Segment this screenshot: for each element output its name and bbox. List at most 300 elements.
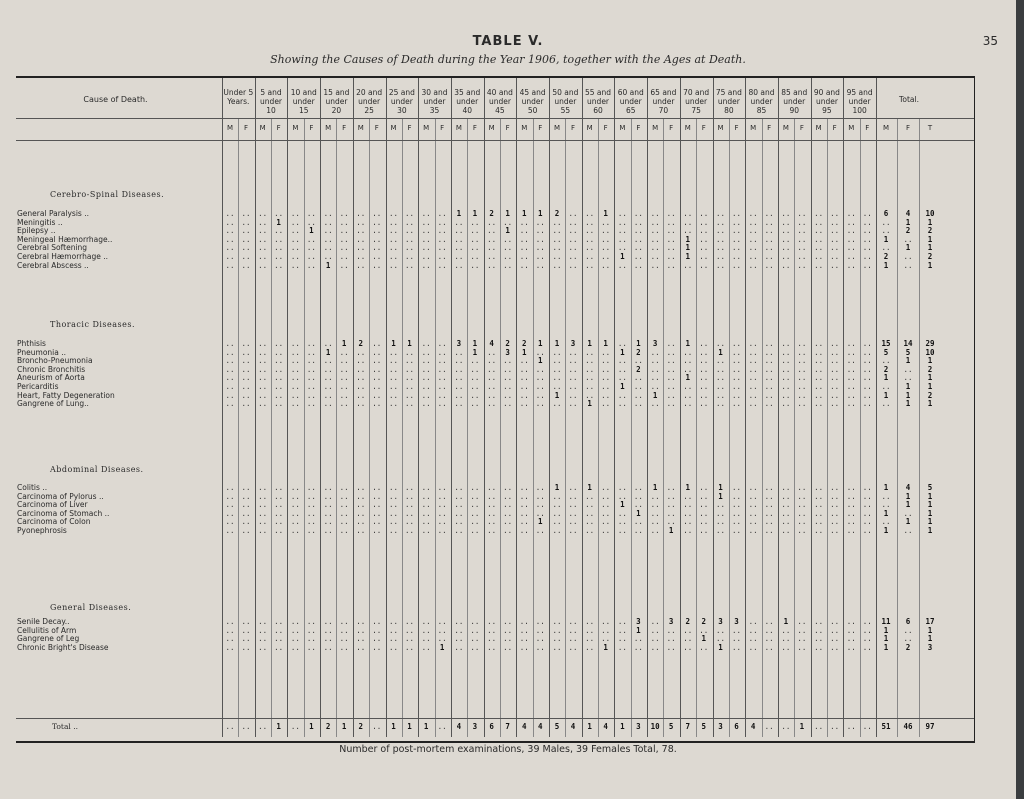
sex-subheader: M	[488, 124, 495, 132]
empty-cell: ..	[487, 483, 497, 492]
sex-subheader: M	[882, 124, 890, 132]
empty-cell: ..	[781, 500, 791, 510]
sex-subheader: M	[782, 124, 789, 132]
cause-name: Phthisis	[17, 339, 46, 348]
empty-cell: ..	[306, 625, 316, 635]
empty-cell: ..	[715, 517, 726, 527]
empty-cell: ..	[339, 252, 349, 261]
sex-subheader: M	[652, 124, 659, 132]
empty-cell: ..	[290, 399, 300, 409]
count-cell: 3	[636, 617, 641, 626]
empty-cell: ..	[568, 617, 578, 626]
empty-cell: ..	[258, 491, 268, 501]
empty-cell: ..	[862, 625, 872, 635]
empty-cell: ..	[764, 722, 774, 731]
empty-cell: ..	[274, 226, 284, 236]
empty-cell: ..	[437, 260, 447, 270]
empty-cell: ..	[519, 356, 529, 366]
empty-cell: ..	[437, 226, 447, 236]
count-cell: 1	[927, 399, 933, 409]
empty-cell: ..	[830, 260, 840, 270]
empty-cell: ..	[323, 356, 333, 366]
empty-cell: ..	[903, 625, 913, 635]
empty-cell: ..	[356, 209, 366, 218]
cause-name: Epilepsy ..	[17, 226, 56, 236]
empty-cell: ..	[535, 642, 545, 652]
count-cell: 1	[905, 217, 911, 227]
empty-cell: ..	[241, 347, 251, 357]
empty-cell: ..	[748, 634, 758, 644]
count-cell: 1	[587, 483, 592, 492]
count-cell: 1	[603, 642, 608, 652]
empty-cell: ..	[731, 382, 742, 391]
count-cell: 1	[883, 508, 889, 518]
empty-cell: ..	[633, 500, 643, 510]
empty-cell: ..	[683, 500, 693, 510]
empty-cell: ..	[846, 243, 856, 253]
empty-cell: ..	[633, 356, 643, 366]
sex-subheader: M	[423, 124, 430, 132]
count-cell: 1	[685, 243, 691, 253]
empty-cell: ..	[535, 491, 545, 501]
count-cell: 10	[925, 347, 935, 357]
empty-cell: ..	[568, 399, 578, 409]
empty-cell: ..	[764, 483, 774, 492]
empty-cell: ..	[846, 226, 856, 236]
total-cell: 5	[668, 722, 674, 731]
sex-subheader: M	[815, 124, 822, 132]
empty-cell: ..	[258, 226, 268, 236]
empty-cell: ..	[731, 234, 742, 244]
empty-cell: ..	[862, 382, 872, 391]
empty-cell: ..	[797, 517, 807, 527]
empty-cell: ..	[274, 526, 284, 535]
count-cell: 1	[587, 399, 592, 409]
count-cell: 1	[905, 517, 911, 527]
empty-cell: ..	[306, 339, 316, 348]
count-cell: 2	[358, 339, 364, 348]
empty-cell: ..	[454, 226, 464, 236]
empty-cell: ..	[683, 260, 693, 270]
empty-cell: ..	[633, 226, 643, 236]
empty-cell: ..	[356, 217, 366, 227]
sex-subheader: F	[374, 124, 379, 132]
count-cell: 3	[927, 642, 933, 652]
empty-cell: ..	[356, 483, 366, 492]
empty-cell: ..	[404, 382, 415, 391]
empty-cell: ..	[503, 364, 513, 374]
empty-cell: ..	[585, 382, 595, 391]
empty-cell: ..	[903, 260, 913, 270]
empty-cell: ..	[323, 373, 333, 383]
empty-cell: ..	[258, 526, 268, 535]
empty-cell: ..	[306, 373, 316, 383]
empty-cell: ..	[650, 347, 660, 357]
empty-cell: ..	[585, 526, 595, 535]
empty-cell: ..	[323, 500, 333, 510]
empty-cell: ..	[241, 526, 251, 535]
empty-cell: ..	[454, 356, 464, 366]
empty-cell: ..	[437, 390, 447, 400]
empty-cell: ..	[290, 634, 300, 644]
empty-cell: ..	[666, 508, 676, 518]
count-cell: 1	[636, 339, 641, 348]
cause-name: Pericarditis	[17, 382, 59, 391]
cause-name: Chronic Bright's Disease	[17, 642, 109, 652]
empty-cell: ..	[503, 373, 513, 383]
empty-cell: ..	[601, 373, 611, 383]
empty-cell: ..	[241, 483, 251, 492]
empty-cell: ..	[487, 642, 497, 652]
empty-cell: ..	[372, 500, 382, 510]
empty-cell: ..	[372, 399, 382, 409]
empty-cell: ..	[372, 491, 382, 501]
empty-cell: ..	[437, 243, 447, 253]
empty-cell: ..	[601, 625, 611, 635]
empty-cell: ..	[699, 234, 709, 244]
empty-cell: ..	[731, 347, 742, 357]
empty-cell: ..	[241, 356, 251, 366]
empty-cell: ..	[797, 339, 807, 348]
empty-cell: ..	[339, 399, 349, 409]
empty-cell: ..	[699, 491, 709, 501]
empty-cell: ..	[748, 491, 758, 501]
empty-cell: ..	[388, 234, 399, 244]
empty-cell: ..	[388, 399, 399, 409]
empty-cell: ..	[846, 260, 856, 270]
empty-cell: ..	[585, 625, 595, 635]
empty-cell: ..	[290, 209, 300, 218]
empty-cell: ..	[225, 209, 235, 218]
empty-cell: ..	[862, 226, 872, 236]
empty-cell: ..	[339, 243, 349, 253]
empty-cell: ..	[666, 252, 676, 261]
empty-cell: ..	[699, 625, 709, 635]
empty-cell: ..	[683, 390, 693, 400]
count-cell: 11	[881, 617, 891, 626]
total-cell: 1	[423, 722, 429, 731]
empty-cell: ..	[666, 347, 676, 357]
empty-cell: ..	[454, 382, 464, 391]
empty-cell: ..	[830, 491, 840, 501]
empty-cell: ..	[797, 364, 807, 374]
sex-subheader: M	[619, 124, 626, 132]
age-group-header: 65 and under 70	[650, 88, 677, 115]
count-cell: 1	[883, 634, 889, 644]
empty-cell: ..	[535, 260, 545, 270]
empty-cell: ..	[830, 339, 840, 348]
empty-cell: ..	[715, 508, 726, 518]
empty-cell: ..	[862, 209, 872, 218]
empty-cell: ..	[290, 339, 300, 348]
empty-cell: ..	[699, 642, 709, 652]
empty-cell: ..	[241, 382, 251, 391]
empty-cell: ..	[274, 642, 284, 652]
cause-name: Carcinoma of Liver	[17, 500, 88, 510]
empty-cell: ..	[830, 722, 840, 731]
empty-cell: ..	[797, 260, 807, 270]
empty-cell: ..	[881, 226, 891, 236]
empty-cell: ..	[814, 382, 824, 391]
empty-cell: ..	[748, 508, 758, 518]
count-cell: 1	[685, 234, 691, 244]
empty-cell: ..	[470, 234, 480, 244]
empty-cell: ..	[903, 373, 913, 383]
cause-name: Colitis ..	[17, 483, 48, 492]
empty-cell: ..	[617, 399, 627, 409]
empty-cell: ..	[437, 209, 447, 218]
empty-cell: ..	[372, 356, 382, 366]
empty-cell: ..	[372, 526, 382, 535]
empty-cell: ..	[258, 634, 268, 644]
count-cell: 2	[927, 252, 933, 261]
count-cell: 1	[472, 347, 478, 357]
empty-cell: ..	[404, 491, 415, 501]
count-cell: 1	[554, 390, 560, 400]
age-group-header: 45 and under 50	[519, 88, 546, 115]
empty-cell: ..	[601, 526, 611, 535]
cause-name: Pneumonia ..	[17, 347, 66, 357]
empty-cell: ..	[601, 347, 611, 357]
empty-cell: ..	[372, 234, 382, 244]
empty-cell: ..	[454, 526, 464, 535]
empty-cell: ..	[633, 217, 643, 227]
empty-cell: ..	[290, 226, 300, 236]
empty-cell: ..	[715, 364, 726, 374]
empty-cell: ..	[404, 373, 415, 383]
empty-cell: ..	[617, 508, 627, 518]
empty-cell: ..	[601, 390, 611, 400]
empty-cell: ..	[764, 373, 774, 383]
empty-cell: ..	[437, 382, 447, 391]
empty-cell: ..	[404, 217, 415, 227]
empty-cell: ..	[903, 364, 913, 374]
empty-cell: ..	[683, 226, 693, 236]
count-cell: 1	[927, 373, 933, 383]
cause-name: Broncho-Pneumonia	[17, 356, 93, 366]
total-cell: 51	[881, 722, 891, 731]
empty-cell: ..	[241, 508, 251, 518]
empty-cell: ..	[781, 642, 791, 652]
empty-cell: ..	[830, 252, 840, 261]
age-group-header: 10 and under 15	[290, 88, 317, 115]
empty-cell: ..	[487, 399, 497, 409]
empty-cell: ..	[404, 483, 415, 492]
empty-cell: ..	[666, 217, 676, 227]
sex-subheader: M	[586, 124, 593, 132]
count-cell: 1	[905, 243, 911, 253]
count-cell: 1	[883, 234, 889, 244]
empty-cell: ..	[585, 226, 595, 236]
empty-cell: ..	[519, 634, 529, 644]
empty-cell: ..	[846, 517, 856, 527]
empty-cell: ..	[225, 382, 235, 391]
empty-cell: ..	[633, 517, 643, 527]
empty-cell: ..	[241, 491, 251, 501]
count-cell: 1	[905, 356, 911, 366]
empty-cell: ..	[731, 390, 742, 400]
empty-cell: ..	[814, 356, 824, 366]
sex-subheader: M	[390, 124, 397, 132]
count-cell: 1	[883, 260, 889, 270]
cause-name: Cerebral Softening	[17, 243, 88, 253]
empty-cell: ..	[617, 517, 627, 527]
empty-cell: ..	[731, 491, 742, 501]
empty-cell: ..	[306, 508, 316, 518]
empty-cell: ..	[258, 209, 268, 218]
count-cell: 3	[456, 339, 462, 348]
count-cell: 5	[883, 347, 889, 357]
empty-cell: ..	[881, 517, 891, 527]
empty-cell: ..	[241, 339, 251, 348]
empty-cell: ..	[814, 508, 824, 518]
empty-cell: ..	[748, 339, 758, 348]
empty-cell: ..	[258, 364, 268, 374]
empty-cell: ..	[568, 508, 578, 518]
count-cell: 1	[927, 508, 933, 518]
total-cell: 6	[734, 722, 739, 731]
empty-cell: ..	[274, 390, 284, 400]
table-title: TABLE V.	[472, 34, 544, 49]
cause-name: Meningitis ..	[17, 217, 63, 227]
empty-cell: ..	[683, 491, 693, 501]
empty-cell: ..	[715, 500, 726, 510]
empty-cell: ..	[814, 642, 824, 652]
empty-cell: ..	[339, 347, 349, 357]
empty-cell: ..	[666, 356, 676, 366]
empty-cell: ..	[764, 347, 774, 357]
empty-cell: ..	[404, 364, 415, 374]
empty-cell: ..	[764, 500, 774, 510]
empty-cell: ..	[862, 491, 872, 501]
empty-cell: ..	[339, 642, 349, 652]
empty-cell: ..	[306, 347, 316, 357]
empty-cell: ..	[274, 617, 284, 626]
empty-cell: ..	[388, 508, 399, 518]
cause-label	[17, 262, 89, 271]
total-cell: 2	[325, 722, 331, 731]
count-cell: 1	[587, 339, 592, 348]
empty-cell: ..	[535, 347, 545, 357]
cause-name: Carcinoma of Pylorus ..	[17, 491, 104, 501]
empty-cell: ..	[437, 234, 447, 244]
empty-cell: ..	[306, 217, 316, 227]
empty-cell: ..	[339, 234, 349, 244]
empty-cell: ..	[666, 625, 676, 635]
empty-cell: ..	[519, 500, 529, 510]
empty-cell: ..	[552, 217, 562, 227]
count-cell: 4	[905, 483, 911, 492]
empty-cell: ..	[568, 634, 578, 644]
sex-subheader: F	[832, 124, 837, 132]
empty-cell: ..	[356, 252, 366, 261]
empty-cell: ..	[306, 252, 316, 261]
empty-cell: ..	[881, 500, 891, 510]
empty-cell: ..	[421, 617, 431, 626]
count-cell: 14	[903, 339, 913, 348]
empty-cell: ..	[715, 226, 726, 236]
sex-subheader: F	[309, 124, 314, 132]
empty-cell: ..	[731, 634, 742, 644]
empty-cell: ..	[454, 399, 464, 409]
empty-cell: ..	[814, 617, 824, 626]
empty-cell: ..	[323, 243, 333, 253]
empty-cell: ..	[862, 508, 872, 518]
empty-cell: ..	[731, 373, 742, 383]
empty-cell: ..	[797, 634, 807, 644]
empty-cell: ..	[731, 500, 742, 510]
empty-cell: ..	[470, 252, 480, 261]
empty-cell: ..	[306, 234, 316, 244]
empty-cell: ..	[862, 399, 872, 409]
empty-cell: ..	[903, 508, 913, 518]
empty-cell: ..	[503, 491, 513, 501]
empty-cell: ..	[356, 260, 366, 270]
empty-cell: ..	[290, 722, 300, 731]
empty-cell: ..	[601, 517, 611, 527]
sex-subheader: M	[717, 124, 724, 132]
empty-cell: ..	[356, 356, 366, 366]
empty-cell: ..	[323, 382, 333, 391]
empty-cell: ..	[258, 508, 268, 518]
sex-subheader: M	[684, 124, 691, 132]
empty-cell: ..	[814, 722, 824, 731]
total-cell: 4	[538, 722, 543, 731]
total-cell: 1	[799, 722, 805, 731]
empty-cell: ..	[862, 500, 872, 510]
empty-cell: ..	[881, 217, 891, 227]
empty-cell: ..	[454, 347, 464, 357]
empty-cell: ..	[764, 217, 774, 227]
empty-cell: ..	[731, 508, 742, 518]
empty-cell: ..	[225, 252, 235, 261]
sex-subheader: F	[342, 124, 347, 132]
empty-cell: ..	[633, 483, 643, 492]
empty-cell: ..	[404, 500, 415, 510]
empty-cell: ..	[781, 217, 791, 227]
empty-cell: ..	[585, 508, 595, 518]
empty-cell: ..	[585, 517, 595, 527]
empty-cell: ..	[274, 243, 284, 253]
empty-cell: ..	[781, 260, 791, 270]
empty-cell: ..	[503, 517, 513, 527]
empty-cell: ..	[881, 399, 891, 409]
empty-cell: ..	[388, 217, 399, 227]
empty-cell: ..	[585, 356, 595, 366]
empty-cell: ..	[617, 226, 627, 236]
cause-label	[17, 527, 67, 536]
empty-cell: ..	[748, 625, 758, 635]
empty-cell: ..	[339, 625, 349, 635]
age-group-divider	[876, 78, 877, 737]
empty-cell: ..	[487, 500, 497, 510]
empty-cell: ..	[421, 508, 431, 518]
empty-cell: ..	[487, 617, 497, 626]
mf-divider	[897, 118, 898, 737]
empty-cell: ..	[552, 491, 562, 501]
empty-cell: ..	[535, 526, 545, 535]
empty-cell: ..	[290, 217, 300, 227]
total-cell: 4	[570, 722, 576, 731]
count-cell: 4	[489, 339, 494, 348]
empty-cell: ..	[225, 226, 235, 236]
empty-cell: ..	[568, 390, 578, 400]
cause-name: Gangrene of Leg	[17, 634, 80, 644]
empty-cell: ..	[258, 642, 268, 652]
empty-cell: ..	[846, 356, 856, 366]
total-cell: 3	[718, 722, 723, 731]
empty-cell: ..	[339, 382, 349, 391]
